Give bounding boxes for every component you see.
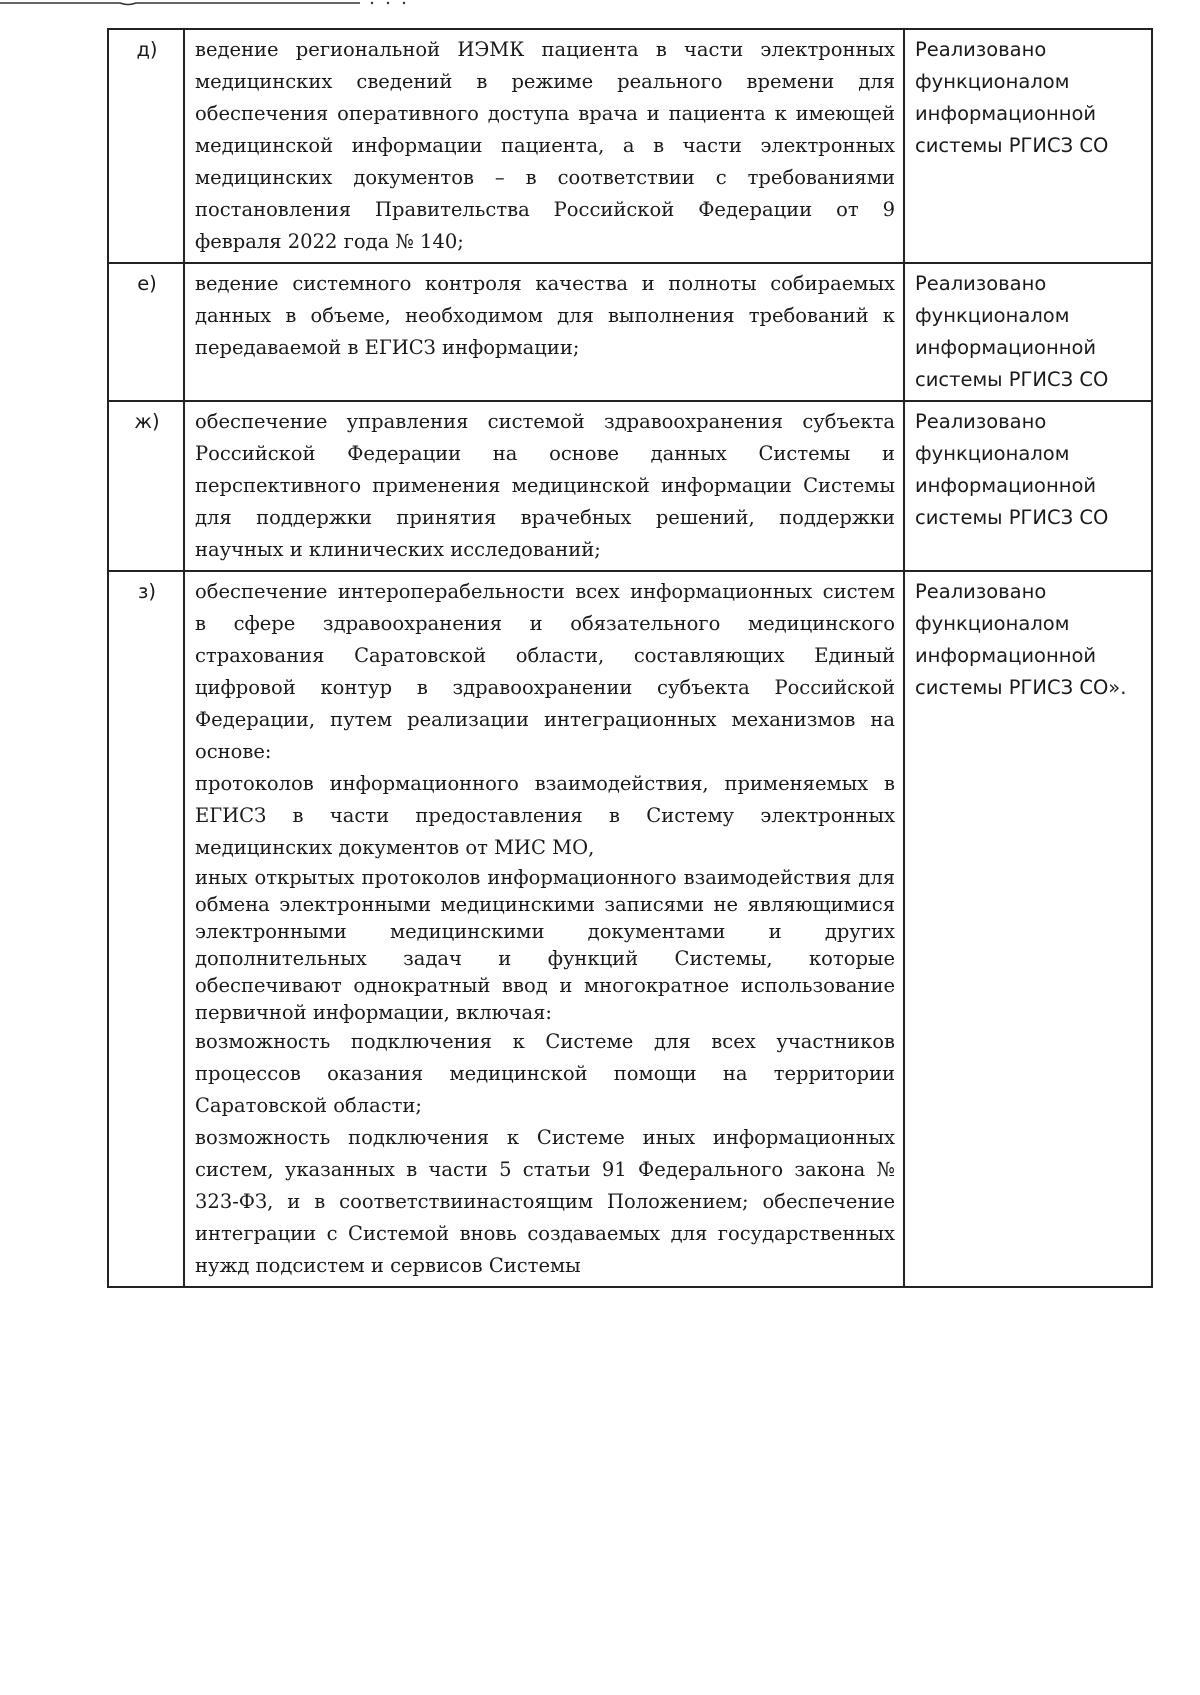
row-description [184, 401, 904, 571]
row-description [184, 263, 904, 401]
row-letter: е) [108, 263, 184, 401]
status-text: Реализовано функционалом информационной системы РГИСЗ СО [915, 410, 1109, 529]
row-letter: д) [108, 29, 184, 263]
description-paragraph: ведение региональной ИЭМК пациента в части электронных медицинских сведений в режиме реального времени для обеспечения оперативного доступа врача и пациента к имеющей медицинской информации пациента, а в части электронных медицинских документов – в соответствии с требованиями постановления Правительства Российской Федерации от 9 февраля 2022 года № 140; [195, 38, 895, 253]
row-status [904, 571, 1152, 1287]
row-description [184, 29, 904, 263]
table-row [108, 29, 1152, 263]
row-status [904, 401, 1152, 571]
status-text: Реализовано функционалом информационной системы РГИСЗ СО». [915, 580, 1127, 699]
requirements-table [107, 28, 1153, 1288]
status-text: Реализовано функционалом информационной системы РГИСЗ СО [915, 272, 1109, 391]
description-paragraph: возможность подключения к Системе для всех участников процессов оказания медицинской помощи на территории Саратовской области; [195, 1030, 895, 1117]
table-row [108, 571, 1152, 1287]
description-paragraph: протоколов информационного взаимодействия, применяемых в ЕГИСЗ в части предоставления в Систему электронных медицинских документов от МИС МО, [195, 772, 895, 859]
row-status [904, 29, 1152, 263]
description-paragraph: ведение системного контроля качества и полноты собираемых данных в объеме, необходимом для выполнения требований к передаваемой в ЕГИСЗ информации; [195, 272, 895, 359]
scan-edge-mark [0, 0, 470, 6]
table-row [108, 401, 1152, 571]
description-paragraph: иных открытых протоколов информационного взаимодействия для обмена электронными медицинскими записями не являющимися электронными медицинскими документами и других дополнительных задач и функций Системы, которые обеспечивают однократный ввод и многократное использование первичной информации, включая: [195, 866, 895, 1024]
description-paragraph: обеспечение управления системой здравоохранения субъекта Российской Федерации на основе данных Системы и перспективного применения медицинской информации Системы для поддержки принятия врачебных решений, поддержки научных и клинических исследований; [195, 410, 895, 561]
status-text: Реализовано функционалом информационной системы РГИСЗ СО [915, 38, 1109, 157]
description-paragraph: возможность подключения к Системе иных информационных систем, указанных в части 5 статьи 91 Федерального закона № 323-ФЗ, и в соответствиинастоящим Положением; обеспечение интеграции с Системой вновь создаваемых для государственных нужд подсистем и сервисов Системы [195, 1126, 895, 1277]
row-letter: з) [108, 571, 184, 1287]
row-description [184, 571, 904, 1287]
table-row [108, 263, 1152, 401]
row-letter: ж) [108, 401, 184, 571]
row-status [904, 263, 1152, 401]
description-paragraph: обеспечение интероперабельности всех информационных систем в сфере здравоохранения и обязательного медицинского страхования Саратовской области, составляющих Единый цифровой контур в здравоохранении субъекта Российской Федерации, путем реализации интеграционных механизмов на основе: [195, 580, 895, 763]
